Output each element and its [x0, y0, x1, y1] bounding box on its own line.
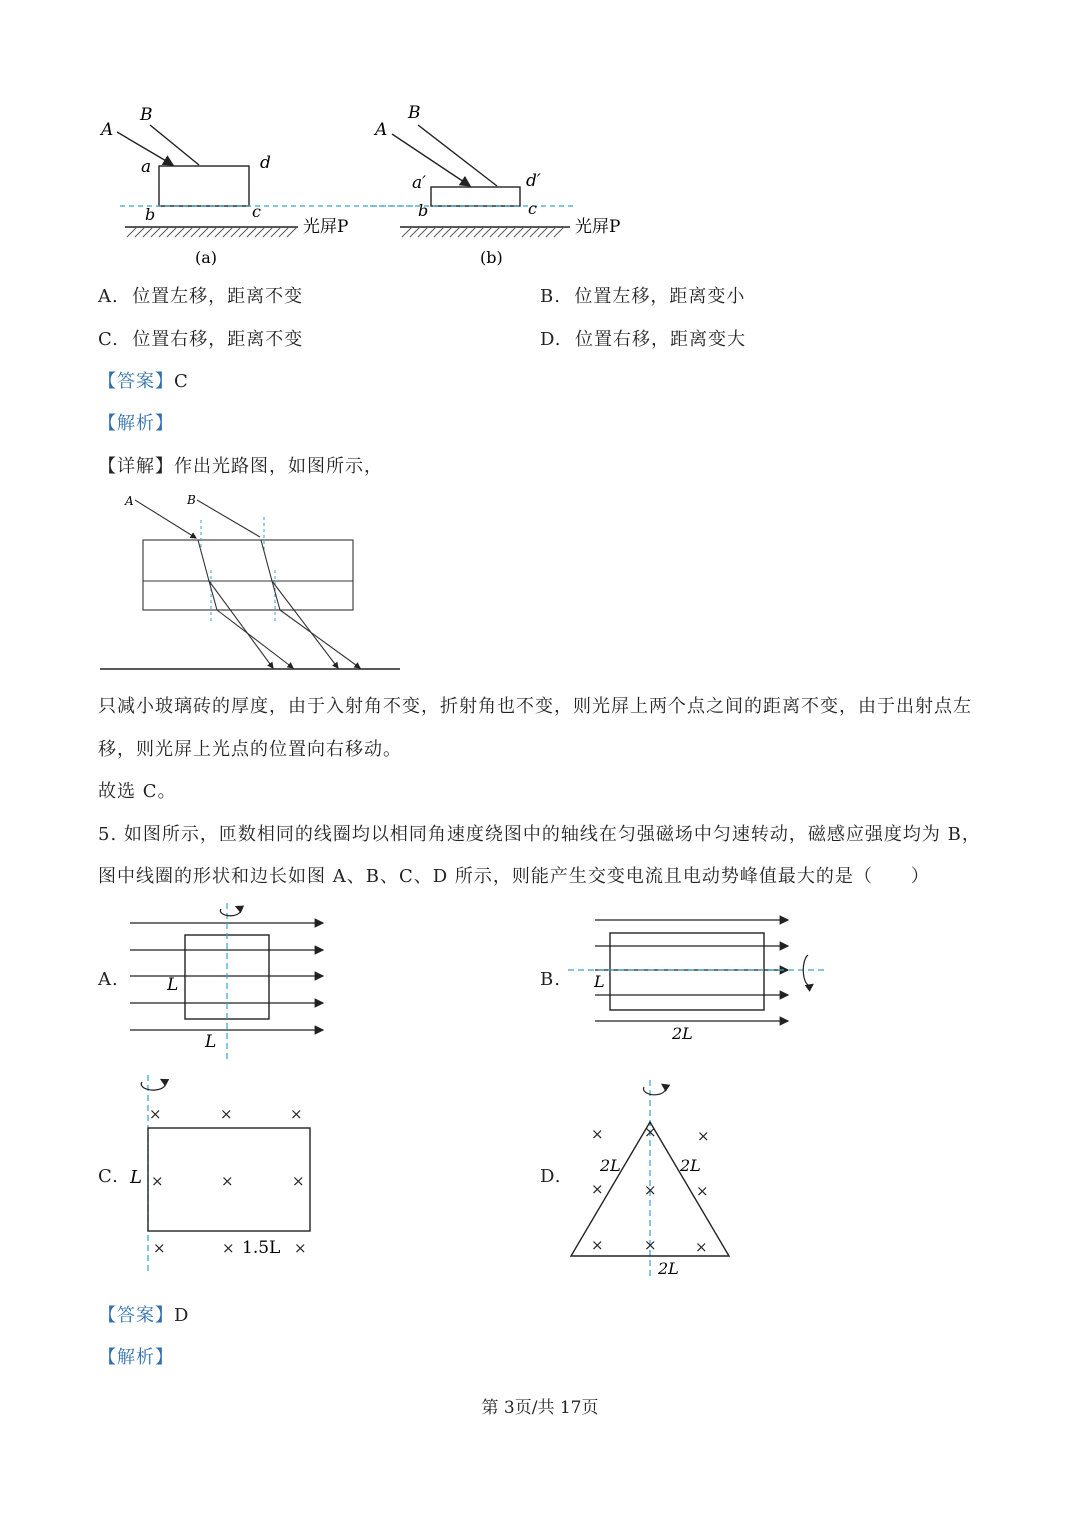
label-B: B [187, 493, 196, 507]
q4-analysis-tag: 【解析】 [98, 413, 174, 434]
label-a: a [141, 157, 152, 177]
figure-q5-a [125, 895, 335, 1065]
thin-glass-block [431, 187, 520, 206]
answer-value: D [174, 1305, 190, 1326]
rotation-arrow-icon [220, 907, 240, 916]
option-label: C. [98, 329, 119, 350]
figure-q5-d [560, 1075, 760, 1280]
q4-explanation-line1: 只减小玻璃砖的厚度，由于入射角不变，折射角也不变，则光屏上两个点之间的距离不变，由于出射点左 [98, 696, 972, 717]
fig-b-label: B. [540, 969, 561, 990]
label-b: b [145, 205, 156, 224]
q4-explanation-line2: 移，则光屏上光点的位置向右移动。 [98, 739, 402, 760]
svg-text:×: × [644, 1123, 657, 1141]
option-text: 位置左移，距离不变 [132, 286, 304, 307]
detail-text: 作出光路图，如图所示， [174, 456, 383, 477]
bottom-label: L [205, 1032, 217, 1052]
bottom-label: 2L [658, 1259, 679, 1278]
glass-block [159, 166, 249, 206]
q4-detail [98, 452, 383, 478]
glass-slab [143, 540, 353, 610]
fig-d-label: D. [540, 1166, 562, 1187]
svg-text:×: × [153, 1239, 166, 1257]
answer-tag: 【答案】 [98, 1305, 174, 1326]
svg-text:×: × [591, 1125, 604, 1143]
option-text: 位置右移，距离不变 [132, 329, 304, 350]
svg-text:×: × [591, 1236, 604, 1254]
fig-c-label: C. [98, 1166, 119, 1187]
label-A: A [101, 120, 114, 140]
label-A: A [125, 494, 134, 508]
figure-q5-b [560, 905, 840, 1045]
svg-text:×: × [644, 1236, 657, 1254]
svg-text:×: × [644, 1181, 657, 1199]
bottom-label: 2L [672, 1024, 693, 1043]
light-path-diagram [95, 490, 415, 675]
answer-tag: 【答案】 [98, 371, 174, 392]
q5-answer [98, 1301, 189, 1327]
side-label: L [167, 975, 179, 995]
label-d: d [260, 153, 271, 173]
q5-analysis-tag: 【解析】 [98, 1347, 174, 1368]
left-side-label: 2L [600, 1156, 621, 1175]
svg-text:×: × [696, 1182, 709, 1200]
label-d-prime: d′ [526, 171, 541, 191]
svg-text:×: × [591, 1180, 604, 1198]
label-a-prime: a′ [412, 173, 426, 193]
option-label: D. [540, 329, 562, 350]
ray-B [150, 125, 199, 165]
page-footer: 第 3页/共 17页 [481, 1398, 599, 1418]
svg-text:×: × [695, 1238, 708, 1256]
svg-text:×: × [294, 1239, 307, 1257]
answer-value: C [174, 371, 189, 392]
screen-label: 光屏P [575, 217, 621, 237]
option-c [98, 325, 303, 351]
fig-a-label: A. [98, 969, 119, 990]
svg-text:×: × [222, 1239, 235, 1257]
label-B: B [140, 105, 153, 125]
q4-answer [98, 367, 189, 393]
side-label: L [130, 1167, 142, 1188]
figure-b [370, 100, 670, 270]
right-side-label: 2L [680, 1156, 701, 1175]
option-b [540, 282, 745, 308]
label-B: B [408, 103, 421, 123]
option-a [98, 282, 303, 308]
screen-hatch [402, 227, 564, 237]
svg-text:×: × [220, 1105, 233, 1123]
svg-text:×: × [221, 1172, 234, 1190]
side-label: L [594, 972, 605, 991]
ray-A [392, 134, 470, 186]
option-label: B. [540, 286, 561, 307]
option-label: A. [98, 286, 119, 307]
label-A: A [375, 120, 388, 140]
screen-hatch [127, 227, 297, 237]
bottom-label: 1.5L [242, 1238, 281, 1258]
q5-stem-line2: 图中线圈的形状和边长如图 A、B、C、D 所示，则能产生交变电流且电动势峰值最大的是（ ） [98, 866, 930, 887]
screen-label: 光屏P [303, 217, 349, 237]
label-c: c [252, 202, 261, 221]
svg-text:×: × [149, 1105, 162, 1123]
detail-tag: 【详解】 [98, 456, 174, 477]
option-text: 位置右移，距离变大 [574, 329, 746, 350]
figure-q5-c [120, 1070, 335, 1280]
caption-b: (b) [480, 248, 503, 267]
caption-a: (a) [195, 248, 218, 267]
label-c: c [528, 199, 537, 218]
svg-text:×: × [290, 1105, 303, 1123]
rotation-arrow-icon [643, 1085, 665, 1095]
q4-conclusion: 故选 C。 [98, 781, 177, 802]
label-b: b [418, 201, 429, 220]
option-text: 位置左移，距离变小 [574, 286, 746, 307]
svg-text:×: × [151, 1172, 164, 1190]
rotation-arrow-icon [141, 1080, 165, 1090]
figure-a [95, 100, 415, 270]
svg-text:×: × [292, 1172, 305, 1190]
option-d [540, 325, 746, 351]
q5-stem-line1: 5. 如图所示，匝数相同的线圈均以相同角速度绕图中的轴线在匀强磁场中匀速转动，磁感应强度均为 B， [98, 824, 981, 845]
svg-text:×: × [697, 1127, 710, 1145]
rect-coil [610, 933, 764, 1010]
